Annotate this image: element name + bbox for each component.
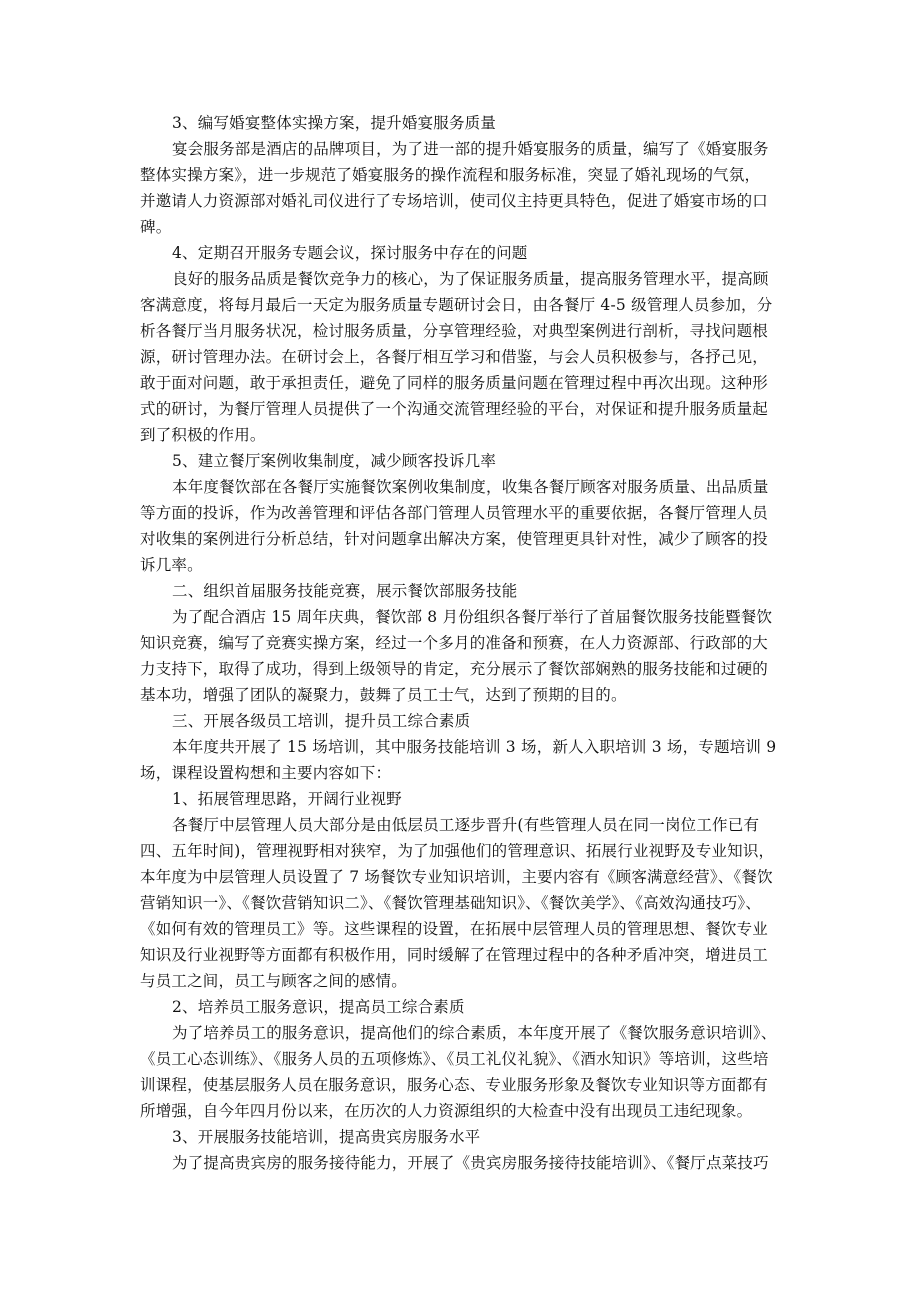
paragraph-line: 知识竞赛，编写了竞赛实操方案，经过一个多月的准备和预赛，在人力资源部、行政部的大 <box>140 634 769 652</box>
paragraph-first-line: 3、编写婚宴整体实操方案，提升婚宴服务质量 <box>172 114 497 132</box>
paragraph-line: 力支持下，取得了成功，得到上级领导的肯定，充分展示了餐饮部娴熟的服务技能和过硬的 <box>140 660 769 678</box>
paragraph-line: 诉几率。 <box>140 556 203 574</box>
paragraph-line: 基本功，增强了团队的凝聚力，鼓舞了员工士气，达到了预期的目的。 <box>140 686 627 704</box>
paragraph-line: 四、五年时间)，管理视野相对狭窄，为了加强他们的管理意识、拓展行业视野及专业知识， <box>140 842 775 860</box>
paragraph-line: 《如何有效的管理员工》等。这些课程的设置，在拓展中层管理人员的管理思想、餐饮专业 <box>140 920 769 938</box>
paragraph-first-line: 4、定期召开服务专题会议，探讨服务中存在的问题 <box>172 244 528 262</box>
paragraph-first-line: 5、建立餐厅案例收集制度，减少顾客投诉几率 <box>172 452 497 470</box>
paragraph-line: 本年度为中层管理人员设置了 7 场餐饮专业知识培训，主要内容有《顾客满意经营》、《餐饮 <box>140 868 773 886</box>
paragraph-line: 场，课程设置构想和主要内容如下： <box>140 764 392 782</box>
paragraph-first-line: 二、组织首届服务技能竞赛，展示餐饮部服务技能 <box>172 582 518 600</box>
paragraph-first-line: 宴会服务部是酒店的品牌项目，为了进一部的提升婚宴服务的质量，编写了《婚宴服务 <box>172 140 769 158</box>
paragraph-line: 对收集的案例进行分析总结，针对问题拿出解决方案，使管理更具针对性，减少了顾客的投 <box>140 530 769 548</box>
paragraph-first-line: 2、培养员工服务意识，提高员工综合素质 <box>172 998 465 1016</box>
paragraph-line: 并邀请人力资源部对婚礼司仪进行了专场培训，使司仪主持更具特色，促进了婚宴市场的口 <box>140 192 769 210</box>
paragraph-line: 敢于面对问题，敢于承担责任，避免了同样的服务质量问题在管理过程中再次出现。这种形 <box>140 374 769 392</box>
paragraph-first-line: 3、开展服务技能培训，提高贵宾房服务水平 <box>172 1128 481 1146</box>
paragraph-line: 训课程，使基层服务人员在服务意识，服务心态、专业服务形象及餐饮专业知识等方面都有 <box>140 1076 769 1094</box>
paragraph-first-line: 本年度餐饮部在各餐厅实施餐饮案例收集制度，收集各餐厅顾客对服务质量、出品质量 <box>172 478 769 496</box>
paragraph-line: 整体实操方案》，进一步规范了婚宴服务的操作流程和服务标准，突显了婚礼现场的气氛， <box>140 166 761 184</box>
paragraph-line: 知识及行业视野等方面都有积极作用，同时缓解了在管理过程中的各种矛盾冲突，增进员工 <box>140 946 769 964</box>
paragraph-first-line: 为了提高贵宾房的服务接待能力，开展了《贵宾房服务接待技能培训》、《餐厅点菜技巧 <box>172 1154 769 1172</box>
paragraph-line: 所增强，自今年四月份以来，在历次的人力资源组织的大检查中没有出现员工违纪现象。 <box>140 1102 753 1120</box>
paragraph-first-line: 1、拓展管理思路，开阔行业视野 <box>172 790 402 808</box>
document-body <box>140 110 780 1176</box>
paragraph-line: 源，研讨管理办法。在研讨会上，各餐厅相互学习和借鉴，与会人员积极参与，各抒己见， <box>140 348 769 366</box>
paragraph-first-line: 各餐厅中层管理人员大部分是由低层员工逐步晋升(有些管理人员在同一岗位工作已有 <box>172 816 760 834</box>
paragraph-first-line: 良好的服务品质是餐饮竞争力的核心，为了保证服务质量，提高服务管理水平，提高顾 <box>172 270 769 288</box>
paragraph-line: 营销知识一》、《餐饮营销知识二》、《餐饮管理基础知识》、《餐饮美学》、《高效沟通技巧》、 <box>140 894 762 912</box>
paragraph-first-line: 为了培养员工的服务意识，提高他们的综合素质，本年度开展了《餐饮服务意识培训》、 <box>172 1024 777 1042</box>
paragraph-line: 到了积极的作用。 <box>140 426 266 444</box>
paragraph-line: 析各餐厅当月服务状况，检讨服务质量，分享管理经验，对典型案例进行剖析，寻找问题根 <box>140 322 769 340</box>
paragraph-line: 与员工之间，员工与顾客之间的感情。 <box>140 972 407 990</box>
paragraph-first-line: 三、开展各级员工培训，提升员工综合素质 <box>172 712 471 730</box>
paragraph-line: 式的研讨，为餐厅管理人员提供了一个沟通交流管理经验的平台，对保证和提升服务质量起 <box>140 400 769 418</box>
paragraph-line: 客满意度，将每月最后一天定为服务质量专题研讨会日，由各餐厅 4-5 级管理人员参加，分 <box>140 296 773 314</box>
paragraph-first-line: 本年度共开展了 15 场培训，其中服务技能培训 3 场，新人入职培训 3 场，专题培训 9 <box>172 738 777 756</box>
paragraph-line: 《员工心态训练》、《服务人员的五项修炼》、《员工礼仪礼貌》、《酒水知识》等培训，这些培 <box>140 1050 769 1068</box>
paragraph-line: 碑。 <box>140 218 172 236</box>
paragraph-line: 等方面的投诉，作为改善管理和评估各部门管理人员管理水平的重要依据，各餐厅管理人员 <box>140 504 769 522</box>
paragraph-first-line: 为了配合酒店 15 周年庆典，餐饮部 8 月份组织各餐厅举行了首届餐饮服务技能暨餐饮 <box>172 608 773 626</box>
